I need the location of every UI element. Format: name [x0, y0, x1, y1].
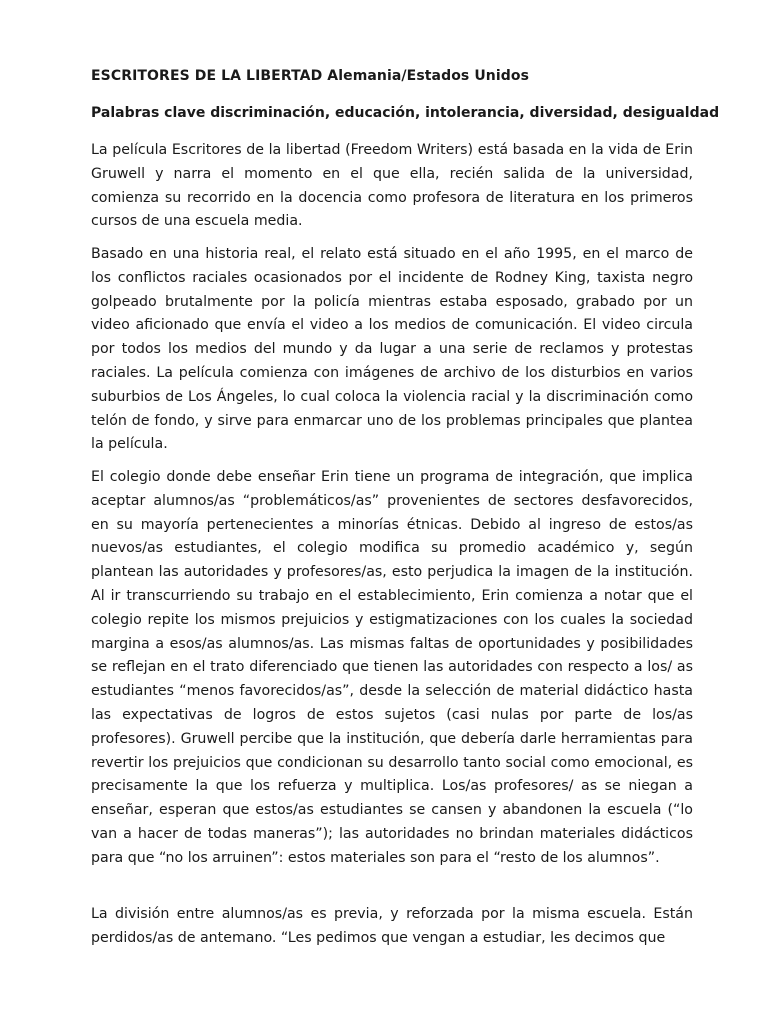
paragraph: La división entre alumnos/as es previa, y reforzada por la misma escuela. Están perdidos/as de antemano. “Les pedimos que vengan a estudiar, les decimos que — [91, 906, 693, 946]
keywords-line: Palabras clave discriminación, educación, intolerancia, diversidad, desigualdad — [91, 105, 720, 121]
paragraph: Basado en una historia real, el relato está situado en el año 1995, en el marco de los conflictos raciales ocasionados por el incidente de Rodney King, taxista negro golpeado brutalmente por la policía mientras estaba esposado, grabado por un video aficionado que envía el video a los medios de comunicación. El video circula por todos los medios del mundo y da lugar a una serie de reclamos y protestas raciales. La película comienza con imágenes de archivo de los disturbios en varios suburbios de Los Ángeles, lo cual coloca la violencia racial y la discriminación como telón de fondo, y sirve para enmarcar uno de los problemas principales que plantea la película. — [91, 246, 693, 453]
paragraph: La película Escritores de la libertad (Freedom Writers) está basada en la vida de Erin Gruwell y narra el momento en el que ella, recién salida de la universidad, comienza su recorrido en la docencia como profesora de literatura en los primeros cursos de una escuela media. — [91, 142, 693, 230]
document-title: ESCRITORES DE LA LIBERTAD Alemania/Estados Unidos — [91, 68, 530, 84]
paragraph: El colegio donde debe enseñar Erin tiene un programa de integración, que implica aceptar alumnos/as “problemáticos/as” provenientes de sectores desfavorecidos, en su mayoría pertenecientes a minorías étnicas. Debido al ingreso de estos/as nuevos/as estudiantes, el colegio modifica su promedio académico y, según plantean las autoridades y profesores/as, esto perjudica la imagen de la institución. Al ir transcurriendo su trabajo en el establecimiento, Erin comienza a notar que el colegio repite los mismos prejuicios y estigmatizaciones con los cuales la sociedad margina a esos/as alumnos/as. Las mismas faltas de oportunidades y posibilidades se reflejan en el trato diferenciado que tienen las autoridades con respecto a los/ as estudiantes “menos favorecidos/as”, desde la selección de material didáctico hasta las expectativas de logros de estos sujetos (casi nulas por parte de los/as profesores). Gruwell percibe que la institución, que debería darle herramientas para revertir los prejuicios que condicionan su desarrollo tanto social como emocional, es precisamente la que los refuerza y multiplica. Los/as profesores/ as se niegan a enseñar, esperan que estos/as estudiantes se cansen y abandonen la escuela (“lo van a hacer de todas maneras”); las autoridades no brindan materiales didácticos para que “no los arruinen”: estos materiales son para el “resto de los alumnos”. — [91, 469, 693, 866]
